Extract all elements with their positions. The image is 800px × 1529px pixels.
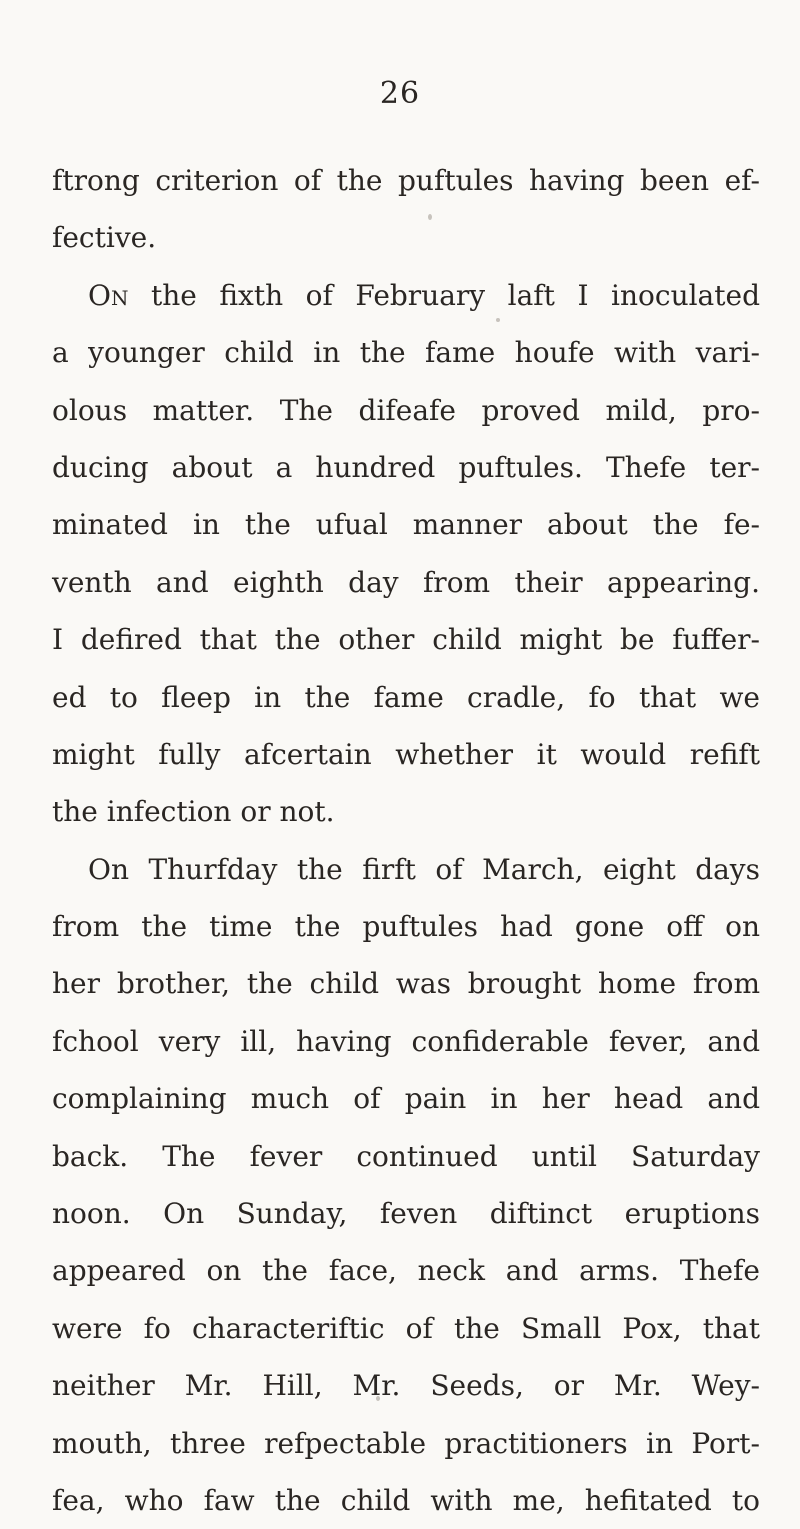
- text-line: fchool very ill, having confiderable fever, and: [52, 1024, 760, 1058]
- text-line: On the fixth of February laft I inoculated: [88, 278, 760, 312]
- text-line: ftrong criterion of the puftules having been ef-: [52, 164, 760, 197]
- text-line: olous matter. The difeafe proved mild, pro-: [52, 393, 760, 427]
- text-line: complaining much of pain in her head and: [52, 1082, 760, 1116]
- text-line: ducing about a hundred puftules. Thefe ter-: [52, 450, 760, 484]
- body-text: [52, 152, 760, 1529]
- text-line: the infection or not.: [52, 795, 335, 829]
- text-line: were fo characteriftic of the Small Pox, that: [52, 1311, 760, 1345]
- text-line: mouth, three refpectable practitioners in Port-: [52, 1426, 760, 1460]
- paper-speck: [428, 214, 432, 220]
- text-line: I defired that the other child might be fuffer-: [52, 623, 760, 657]
- text-line: her brother, the child was brought home from: [52, 967, 760, 1001]
- paper-speck: [496, 318, 500, 322]
- small-caps-opener: On: [88, 278, 129, 312]
- text-line: might fully afcertain whether it would refift: [52, 737, 760, 771]
- text-line: noon. On Sunday, feven diftinct eruptions: [52, 1197, 760, 1231]
- text-line: ed to fleep in the fame cradle, fo that we: [52, 680, 760, 714]
- text-line: venth and eighth day from their appearing.: [52, 565, 760, 599]
- page-number: 26: [379, 76, 421, 111]
- text-line: back. The fever continued until Saturday: [52, 1139, 760, 1173]
- text-line: fea, who faw the child with me, hefitated to: [52, 1483, 760, 1517]
- text-line: minated in the ufual manner about the fe-: [52, 508, 760, 542]
- text-line: from the time the puftules had gone off on: [52, 910, 760, 944]
- text-line: a younger child in the fame houfe with vari-: [52, 336, 760, 370]
- text-line: On Thurfday the firft of March, eight days: [88, 852, 760, 886]
- text-line: appeared on the face, neck and arms. Thefe: [52, 1254, 760, 1288]
- text-line: neither Mr. Hill, Mr. Seeds, or Mr. Wey-: [52, 1369, 760, 1403]
- paper-speck: [376, 1396, 380, 1401]
- text-line: fective.: [52, 221, 157, 255]
